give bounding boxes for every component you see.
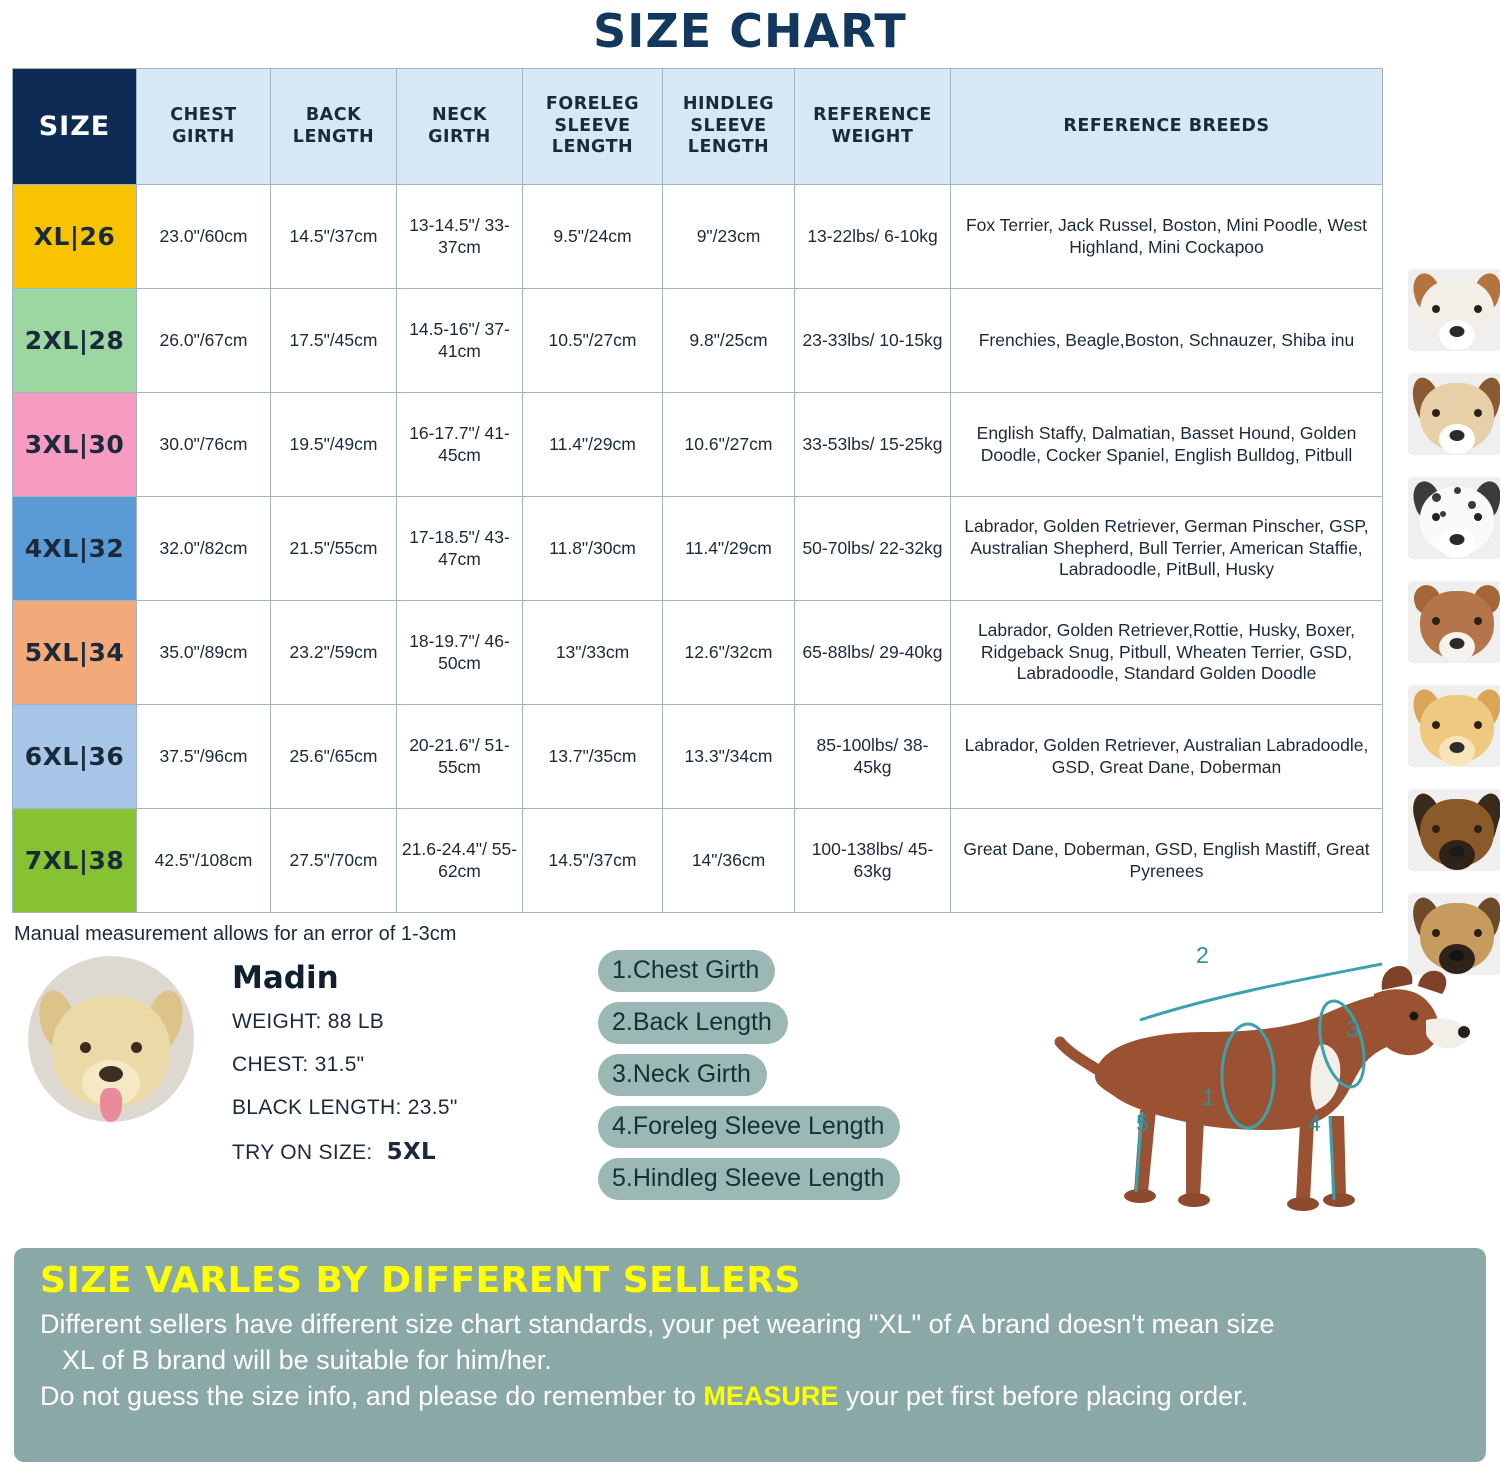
dog-back-length: BLACK LENGTH: 23.5" [232, 1096, 458, 1119]
cell-breeds: Fox Terrier, Jack Russel, Boston, Mini Poodle, West Highland, Mini Cockapoo [951, 185, 1383, 289]
table-body [13, 185, 1383, 913]
column-header-neck-girth: NECK GIRTH [397, 69, 523, 185]
seller-size-warning-banner [14, 1248, 1486, 1462]
dog-weight: WEIGHT: 88 LB [232, 1010, 385, 1033]
cell-chest: 32.0"/82cm [137, 497, 271, 601]
cell-weight: 85-100lbs/ 38-45kg [795, 705, 951, 809]
column-header-chest-girth: CHEST GIRTH [137, 69, 271, 185]
column-header-back-length: BACK LENGTH [271, 69, 397, 185]
cell-foreleg: 13.7"/35cm [523, 705, 663, 809]
cell-back: 27.5"/70cm [271, 809, 397, 913]
cell-chest: 26.0"/67cm [137, 289, 271, 393]
banner-line-1: Different sellers have different size chart standards, your pet wearing "XL" of A brand doesn't mean size [40, 1309, 1275, 1339]
cell-back: 19.5"/49cm [271, 393, 397, 497]
table-row [13, 185, 1383, 289]
cell-neck: 17-18.5"/ 43-47cm [397, 497, 523, 601]
cell-breeds: Labrador, Golden Retriever,Rottie, Husky, Boxer, Ridgeback Snug, Pitbull, Wheaten Terrier, GSD, Labradoodle, Standard Golden Doodle [951, 601, 1383, 705]
column-header-reference-breeds: REFERENCE BREEDS [951, 69, 1383, 185]
try-on-size-value: 5XL [386, 1139, 436, 1165]
cell-hindleg: 13.3"/34cm [663, 705, 795, 809]
cell-size: 6XL|36 [13, 705, 137, 809]
cell-chest: 42.5"/108cm [137, 809, 271, 913]
golden-retriever-photo [1408, 685, 1500, 767]
cell-chest: 35.0"/89cm [137, 601, 271, 705]
breed-photo-slot [1406, 674, 1500, 778]
cell-breeds: Frenchies, Beagle,Boston, Schnauzer, Shiba inu [951, 289, 1383, 393]
cell-chest: 37.5"/96cm [137, 705, 271, 809]
cell-size: XL|26 [13, 185, 137, 289]
avatar [28, 956, 194, 1122]
cell-hindleg: 14"/36cm [663, 809, 795, 913]
cell-foreleg: 14.5"/37cm [523, 809, 663, 913]
cell-foreleg: 10.5"/27cm [523, 289, 663, 393]
cell-size: 2XL|28 [13, 289, 137, 393]
nose [99, 1066, 123, 1082]
banner-measure-highlight: MEASURE [703, 1380, 839, 1411]
eye-right [131, 1042, 142, 1053]
table-row [13, 393, 1383, 497]
dalmatian-photo [1408, 477, 1500, 559]
step-back-length: 2.Back Length [598, 1002, 788, 1044]
tongue [100, 1088, 122, 1122]
cell-neck: 13-14.5"/ 33-37cm [397, 185, 523, 289]
size-chart-table [12, 68, 1383, 913]
dog-name: Madin [232, 960, 339, 996]
try-on-size-label: TRY ON SIZE: [232, 1141, 373, 1164]
column-header-reference-weight: REFERENCE WEIGHT [795, 69, 951, 185]
cell-hindleg: 9.8"/25cm [663, 289, 795, 393]
measurement-note: Manual measurement allows for an error of 1-3cm [14, 923, 457, 945]
banner-line-3 [40, 1379, 1466, 1415]
cell-weight: 13-22lbs/ 6-10kg [795, 185, 951, 289]
diagram-number-4: 4 [1308, 1110, 1321, 1136]
cell-back: 23.2"/59cm [271, 601, 397, 705]
measurement-steps-list [598, 950, 998, 1210]
breed-photo-slot [1406, 258, 1500, 362]
dog-try-on-size [232, 1139, 562, 1165]
column-header-foreleg-sleeve-length: FORELEG SLEEVE LENGTH [523, 69, 663, 185]
cell-neck: 18-19.7"/ 46-50cm [397, 601, 523, 705]
cell-foreleg: 13"/33cm [523, 601, 663, 705]
breed-photo-slot [1406, 570, 1500, 674]
step-chest-girth: 1.Chest Girth [598, 950, 775, 992]
cell-foreleg: 9.5"/24cm [523, 185, 663, 289]
cell-breeds: Labrador, Golden Retriever, German Pinscher, GSP, Australian Shepherd, Bull Terrier, American Staffie, Labradoodle, PitBull, Husky [951, 497, 1383, 601]
dog-measurement-illustration [990, 924, 1490, 1254]
diagram-number-5: 5 [1136, 1110, 1149, 1136]
breed-photo-slot [1406, 466, 1500, 570]
diagram-number-1: 1 [1202, 1084, 1215, 1110]
cell-breeds: Labrador, Golden Retriever, Australian Labradoodle, GSD, Great Dane, Doberman [951, 705, 1383, 809]
breed-photo-column [1406, 258, 1500, 986]
diagram-number-3: 3 [1346, 1016, 1359, 1042]
breed-photo-slot [1406, 778, 1500, 882]
cell-hindleg: 12.6"/32cm [663, 601, 795, 705]
step-hindleg-sleeve-length: 5.Hindleg Sleeve Length [598, 1158, 900, 1200]
cell-weight: 65-88lbs/ 29-40kg [795, 601, 951, 705]
banner-line-3-text-b: your pet first before placing order. [838, 1380, 1249, 1411]
measurement-diagram [990, 924, 1490, 1254]
beagle-photo [1408, 373, 1500, 455]
table-row [13, 289, 1383, 393]
dog-chest: CHEST: 31.5" [232, 1053, 365, 1076]
cell-neck: 16-17.7"/ 41-45cm [397, 393, 523, 497]
cell-foreleg: 11.8"/30cm [523, 497, 663, 601]
cell-neck: 21.6-24.4"/ 55-62cm [397, 809, 523, 913]
page-title: SIZE CHART [593, 4, 907, 58]
cell-back: 17.5"/45cm [271, 289, 397, 393]
cell-size: 5XL|34 [13, 601, 137, 705]
model-dog-profile [232, 960, 562, 1184]
step-neck-girth: 3.Neck Girth [598, 1054, 767, 1096]
cell-chest: 23.0"/60cm [137, 185, 271, 289]
cell-size: 7XL|38 [13, 809, 137, 913]
cell-back: 21.5"/55cm [271, 497, 397, 601]
cell-back: 14.5"/37cm [271, 185, 397, 289]
banner-heading: SIZE VARLES BY DIFFERENT SELLERS [40, 1260, 801, 1301]
middle-section [0, 942, 1500, 1250]
cell-size: 4XL|32 [13, 497, 137, 601]
banner-line-3-text-a: Do not guess the size info, and please do remember to [40, 1380, 704, 1411]
cell-hindleg: 9"/23cm [663, 185, 795, 289]
cell-hindleg: 11.4"/29cm [663, 497, 795, 601]
table-row [13, 601, 1383, 705]
pitbull-photo [1408, 581, 1500, 663]
cell-weight: 50-70lbs/ 22-32kg [795, 497, 951, 601]
diagram-number-2: 2 [1196, 942, 1209, 968]
cell-breeds: English Staffy, Dalmatian, Basset Hound, Golden Doodle, Cocker Spaniel, English Bulldog, Pitbull [951, 393, 1383, 497]
cell-weight: 33-53lbs/ 15-25kg [795, 393, 951, 497]
cell-size: 3XL|30 [13, 393, 137, 497]
column-header-size: SIZE [13, 69, 137, 185]
cell-back: 25.6"/65cm [271, 705, 397, 809]
german-shepherd-photo [1408, 789, 1500, 871]
cell-foreleg: 11.4"/29cm [523, 393, 663, 497]
cell-chest: 30.0"/76cm [137, 393, 271, 497]
breed-photo-slot [1406, 362, 1500, 466]
cell-breeds: Great Dane, Doberman, GSD, English Mastiff, Great Pyrenees [951, 809, 1383, 913]
cell-hindleg: 10.6"/27cm [663, 393, 795, 497]
column-header-hindleg-sleeve-length: HINDLEG SLEEVE LENGTH [663, 69, 795, 185]
size-chart-table-wrapper [12, 68, 1488, 913]
step-foreleg-sleeve-length: 4.Foreleg Sleeve Length [598, 1106, 900, 1148]
banner-line-2: XL of B brand will be suitable for him/her. [62, 1344, 552, 1375]
table-header-row [13, 69, 1383, 185]
cell-weight: 100-138lbs/ 45-63kg [795, 809, 951, 913]
table-row [13, 497, 1383, 601]
cell-neck: 14.5-16"/ 37-41cm [397, 289, 523, 393]
cell-weight: 23-33lbs/ 10-15kg [795, 289, 951, 393]
table-row [13, 809, 1383, 913]
table-row [13, 705, 1383, 809]
jack-russell-terrier-photo [1408, 269, 1500, 351]
cell-neck: 20-21.6"/ 51-55cm [397, 705, 523, 809]
eye-left [80, 1042, 91, 1053]
